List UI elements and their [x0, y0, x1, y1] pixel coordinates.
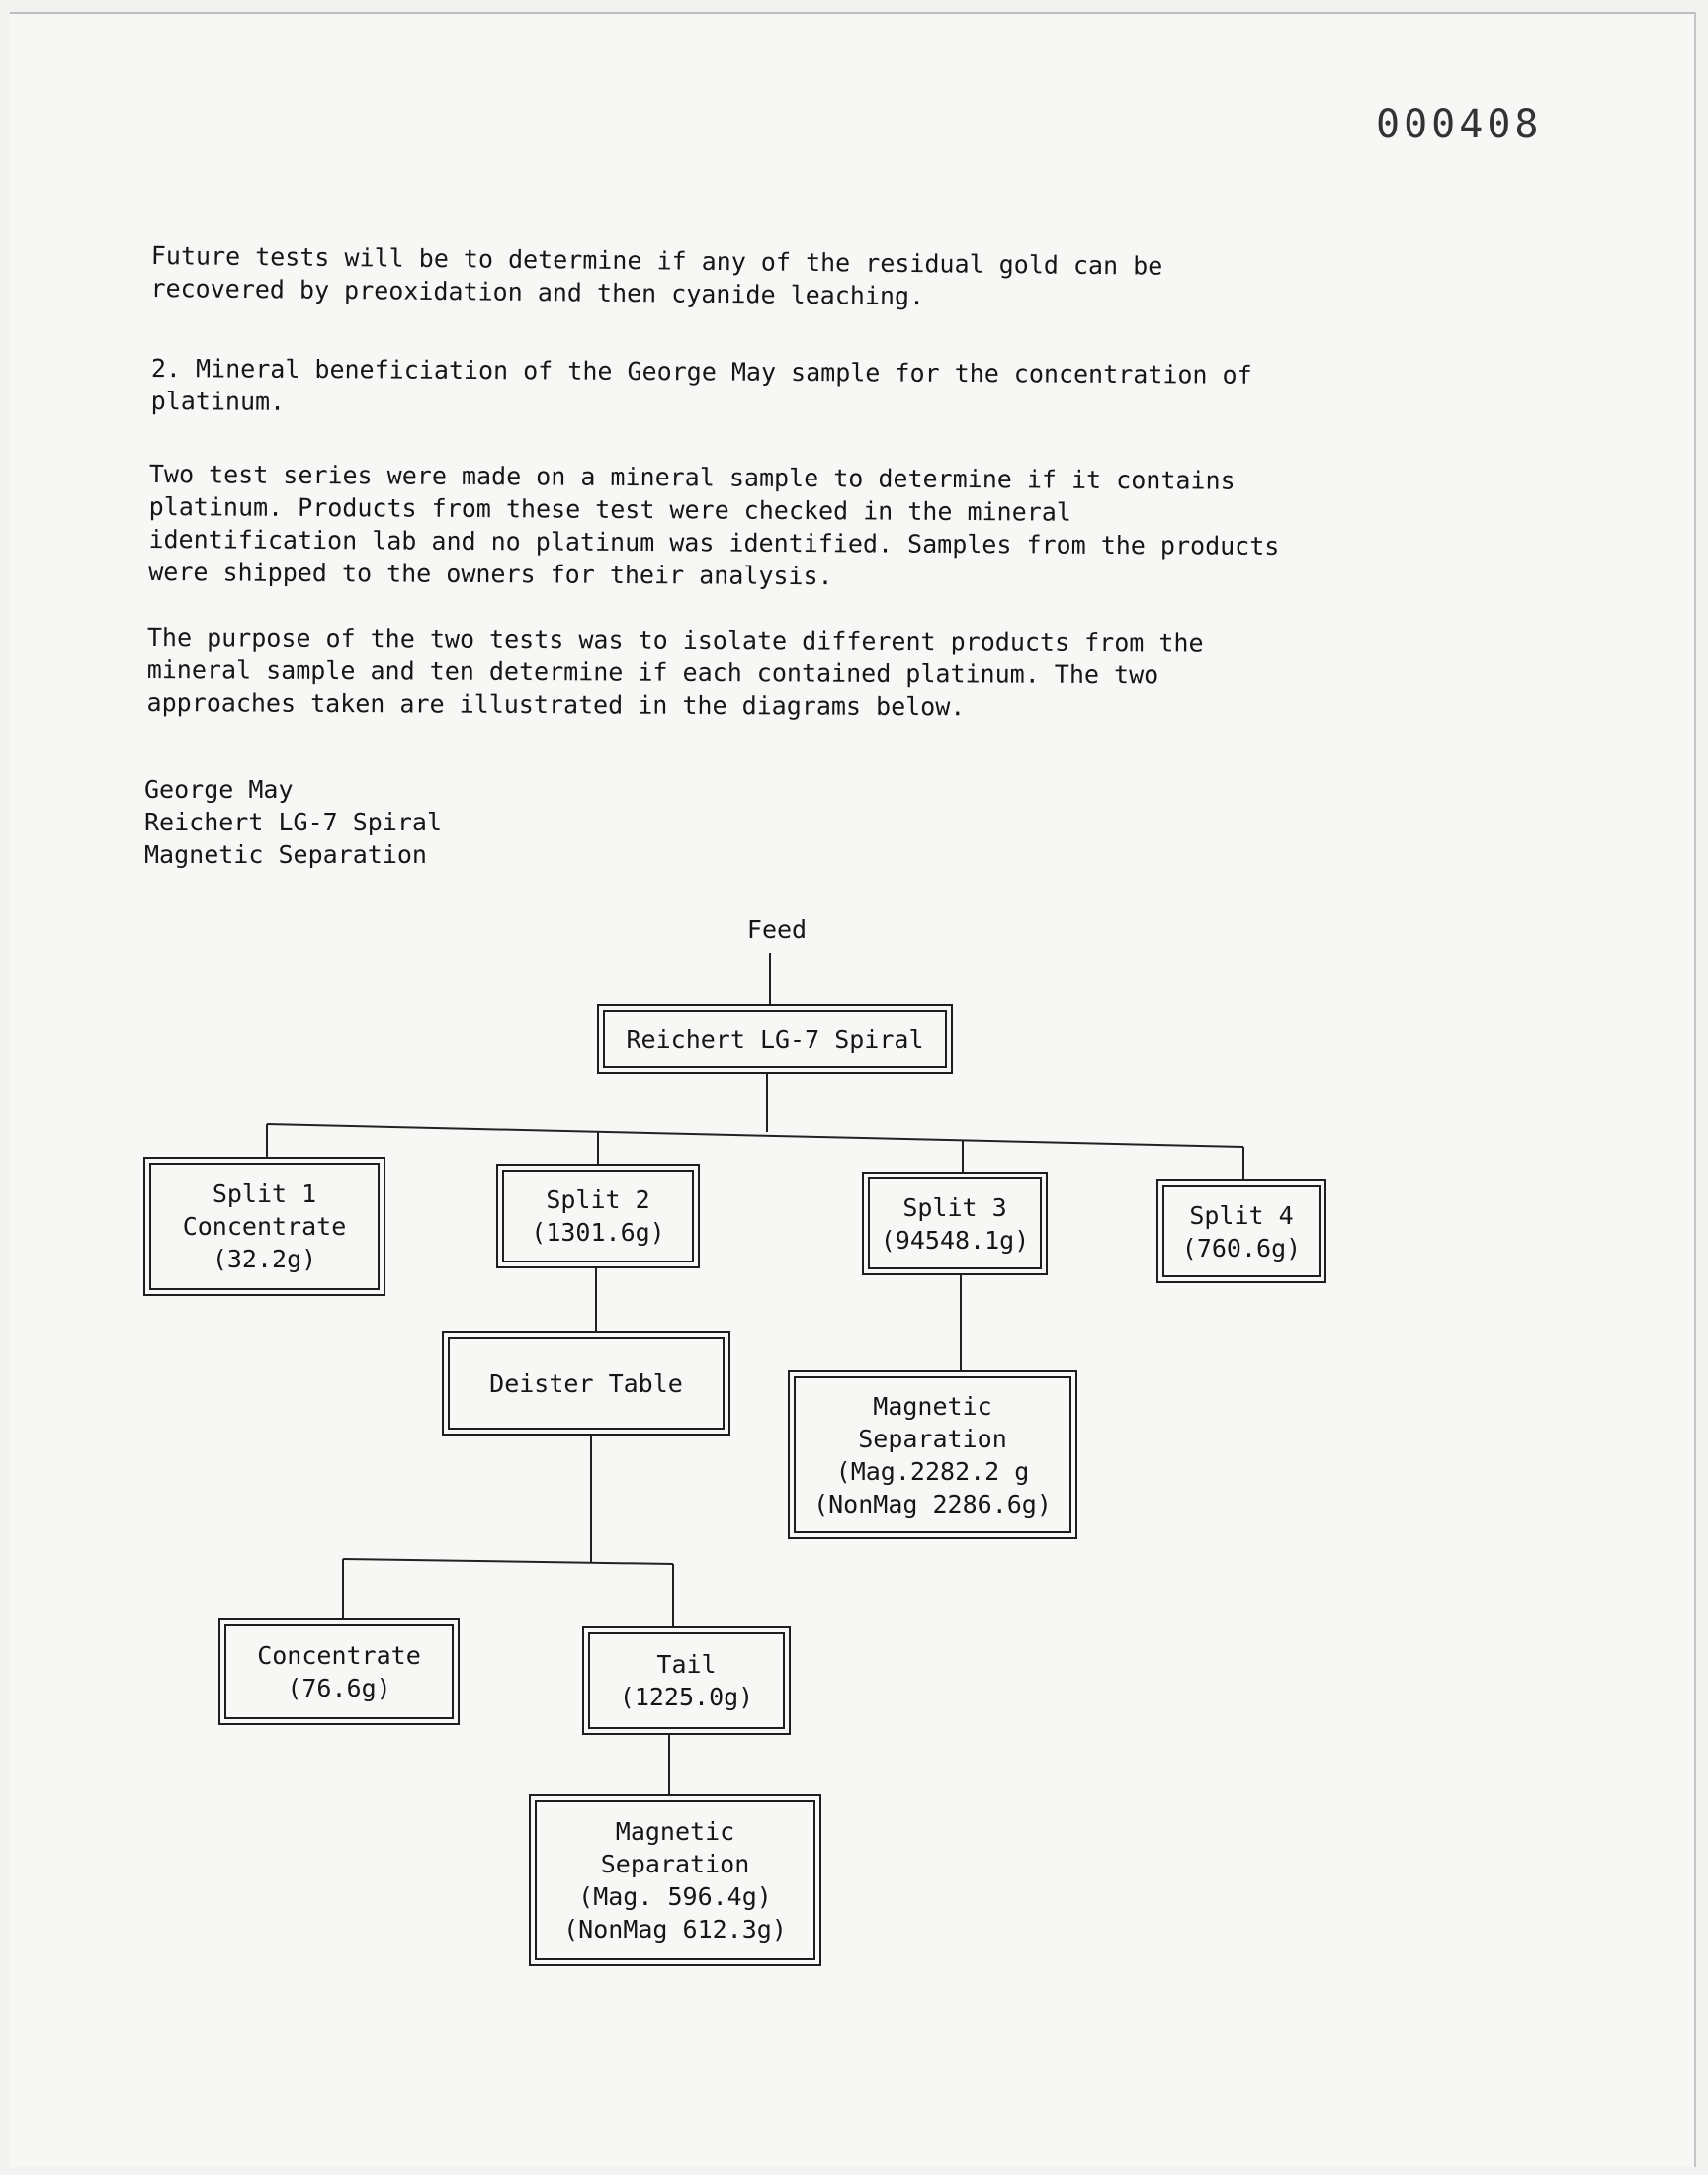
- connector-splits-bus: [267, 1124, 1243, 1147]
- split1-box: [143, 1157, 385, 1296]
- paragraph-future-tests: Future tests will be to determine if any of the residual gold can be recovered by preoxidation and then cyanide leaching.: [150, 240, 1163, 311]
- split2-label: Split 2 (1301.6g): [531, 1185, 665, 1247]
- magnetic-separation-tail-box: [529, 1794, 821, 1966]
- concentrate-label: Concentrate (76.6g): [257, 1641, 421, 1702]
- connector-deister-bus: [343, 1559, 673, 1564]
- split4-label: Split 4 (760.6g): [1181, 1200, 1302, 1262]
- split2-box: [496, 1164, 700, 1268]
- spiral-box: [597, 1004, 953, 1074]
- caption-equipment: Reichert LG-7 Spiral: [144, 808, 443, 836]
- tail-box: [582, 1626, 791, 1735]
- magnetic-separation-split3-label: Magnetic Separation (Mag.2282.2 g (NonMag 2286.6g): [813, 1391, 1052, 1519]
- feed-label: Feed: [746, 915, 808, 944]
- deister-table-label: Deister Table: [489, 1368, 683, 1398]
- magnetic-separation-split3-box: [788, 1370, 1077, 1539]
- paragraph-purpose: The purpose of the two tests was to isolate different products from the mineral sample and ten determine if each contained platinum. The two approaches taken are illustrated in the diagrams below.: [146, 623, 1204, 722]
- caption-process: Magnetic Separation: [144, 840, 427, 869]
- paragraph-two-test-series: Two test series were made on a mineral sample to determine if it contains platinum. Products from these test were checked in the mineral identification lab and no platinum was identified. Samples from the products were shipped to the owners for their analysis.: [148, 459, 1280, 591]
- split1-label: Split 1 Concentrate (32.2g): [182, 1179, 347, 1273]
- concentrate-box: [218, 1618, 460, 1725]
- tail-label: Tail (1225.0g): [619, 1650, 754, 1711]
- split3-box: [862, 1172, 1048, 1275]
- split3-label: Split 3 (94548.1g): [880, 1192, 1030, 1255]
- spiral-label: Reichert LG-7 Spiral: [626, 1024, 924, 1054]
- magnetic-separation-tail-label: Magnetic Separation (Mag. 596.4g) (NonMag 612.3g): [563, 1817, 787, 1944]
- deister-table-box: [442, 1331, 730, 1436]
- split4-box: [1156, 1179, 1326, 1283]
- paragraph-mineral-beneficiation: 2. Mineral beneficiation of the George May sample for the concentration of platinum.: [150, 353, 1252, 416]
- caption-sample-name: George May: [144, 775, 294, 804]
- page-number: 000408: [1376, 102, 1543, 147]
